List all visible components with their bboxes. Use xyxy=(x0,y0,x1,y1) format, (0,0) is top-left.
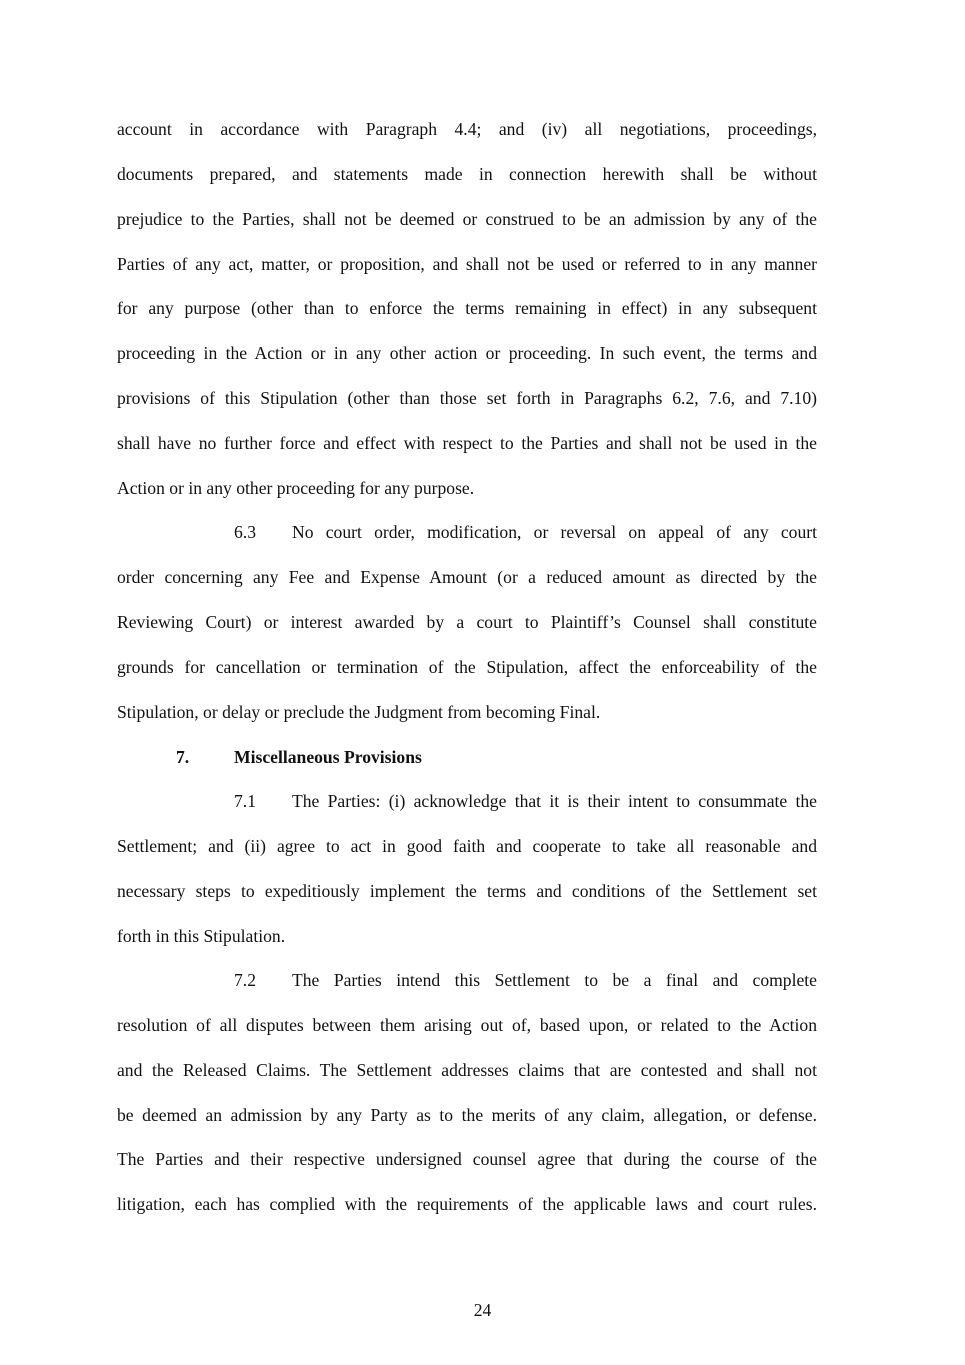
body-text-line: litigation, each has complied with the requirements of the applicable laws and court rules. xyxy=(117,1194,817,1214)
body-text-line: proceeding in the Action or in any other action or proceeding. In such event, the terms and xyxy=(117,343,817,363)
paragraph-7-1-first-line: The Parties: (i) acknowledge that it is their intent to consummate the xyxy=(292,791,817,811)
body-text-line: grounds for cancellation or termination of the Stipulation, affect the enforceability of the xyxy=(117,657,817,677)
body-text-line: Reviewing Court) or interest awarded by a court to Plaintiff’s Counsel shall constitute xyxy=(117,612,817,632)
body-text-line: Action or in any other proceeding for any purpose. xyxy=(117,478,475,498)
body-text-line: Settlement; and (ii) agree to act in good faith and cooperate to take all reasonable and xyxy=(117,836,817,856)
body-text-line: Stipulation, or delay or preclude the Judgment from becoming Final. xyxy=(117,702,601,722)
body-text-line: for any purpose (other than to enforce the terms remaining in effect) in any subsequent xyxy=(117,298,817,318)
page-number: 24 xyxy=(473,1300,492,1320)
body-text-line: The Parties and their respective undersigned counsel agree that during the course of the xyxy=(117,1149,817,1169)
section-number-7: 7. xyxy=(176,747,190,767)
paragraph-number-7-1: 7.1 xyxy=(234,791,256,811)
body-text-line: be deemed an admission by any Party as to the merits of any claim, allegation, or defense. xyxy=(117,1105,817,1125)
body-text-line: shall have no further force and effect with respect to the Parties and shall not be used in the xyxy=(117,433,817,453)
body-text-line: forth in this Stipulation. xyxy=(117,926,286,946)
body-text-line: resolution of all disputes between them arising out of, based upon, or related to the Action xyxy=(117,1015,817,1035)
paragraph-6-3-first-line: No court order, modification, or reversal on appeal of any court xyxy=(292,522,817,542)
paragraph-number-6-3: 6.3 xyxy=(234,522,256,542)
body-text-line: documents prepared, and statements made in connection herewith shall be without xyxy=(117,164,817,184)
paragraph-number-7-2: 7.2 xyxy=(234,970,256,990)
body-text-line: Parties of any act, matter, or proposition, and shall not be used or referred to in any manner xyxy=(117,254,817,274)
body-text-line: order concerning any Fee and Expense Amount (or a reduced amount as directed by the xyxy=(117,567,817,587)
paragraph-7-2-first-line: The Parties intend this Settlement to be a final and complete xyxy=(292,970,817,990)
body-text-line: and the Released Claims. The Settlement addresses claims that are contested and shall not xyxy=(117,1060,817,1080)
section-heading: Miscellaneous Provisions xyxy=(234,747,422,767)
body-text-line: account in accordance with Paragraph 4.4; and (iv) all negotiations, proceedings, xyxy=(117,119,817,139)
body-text-line: necessary steps to expeditiously implement the terms and conditions of the Settlement set xyxy=(117,881,817,901)
body-text-line: prejudice to the Parties, shall not be deemed or construed to be an admission by any of the xyxy=(117,209,817,229)
body-text-line: provisions of this Stipulation (other than those set forth in Paragraphs 6.2, 7.6, and 7.10) xyxy=(117,388,817,408)
